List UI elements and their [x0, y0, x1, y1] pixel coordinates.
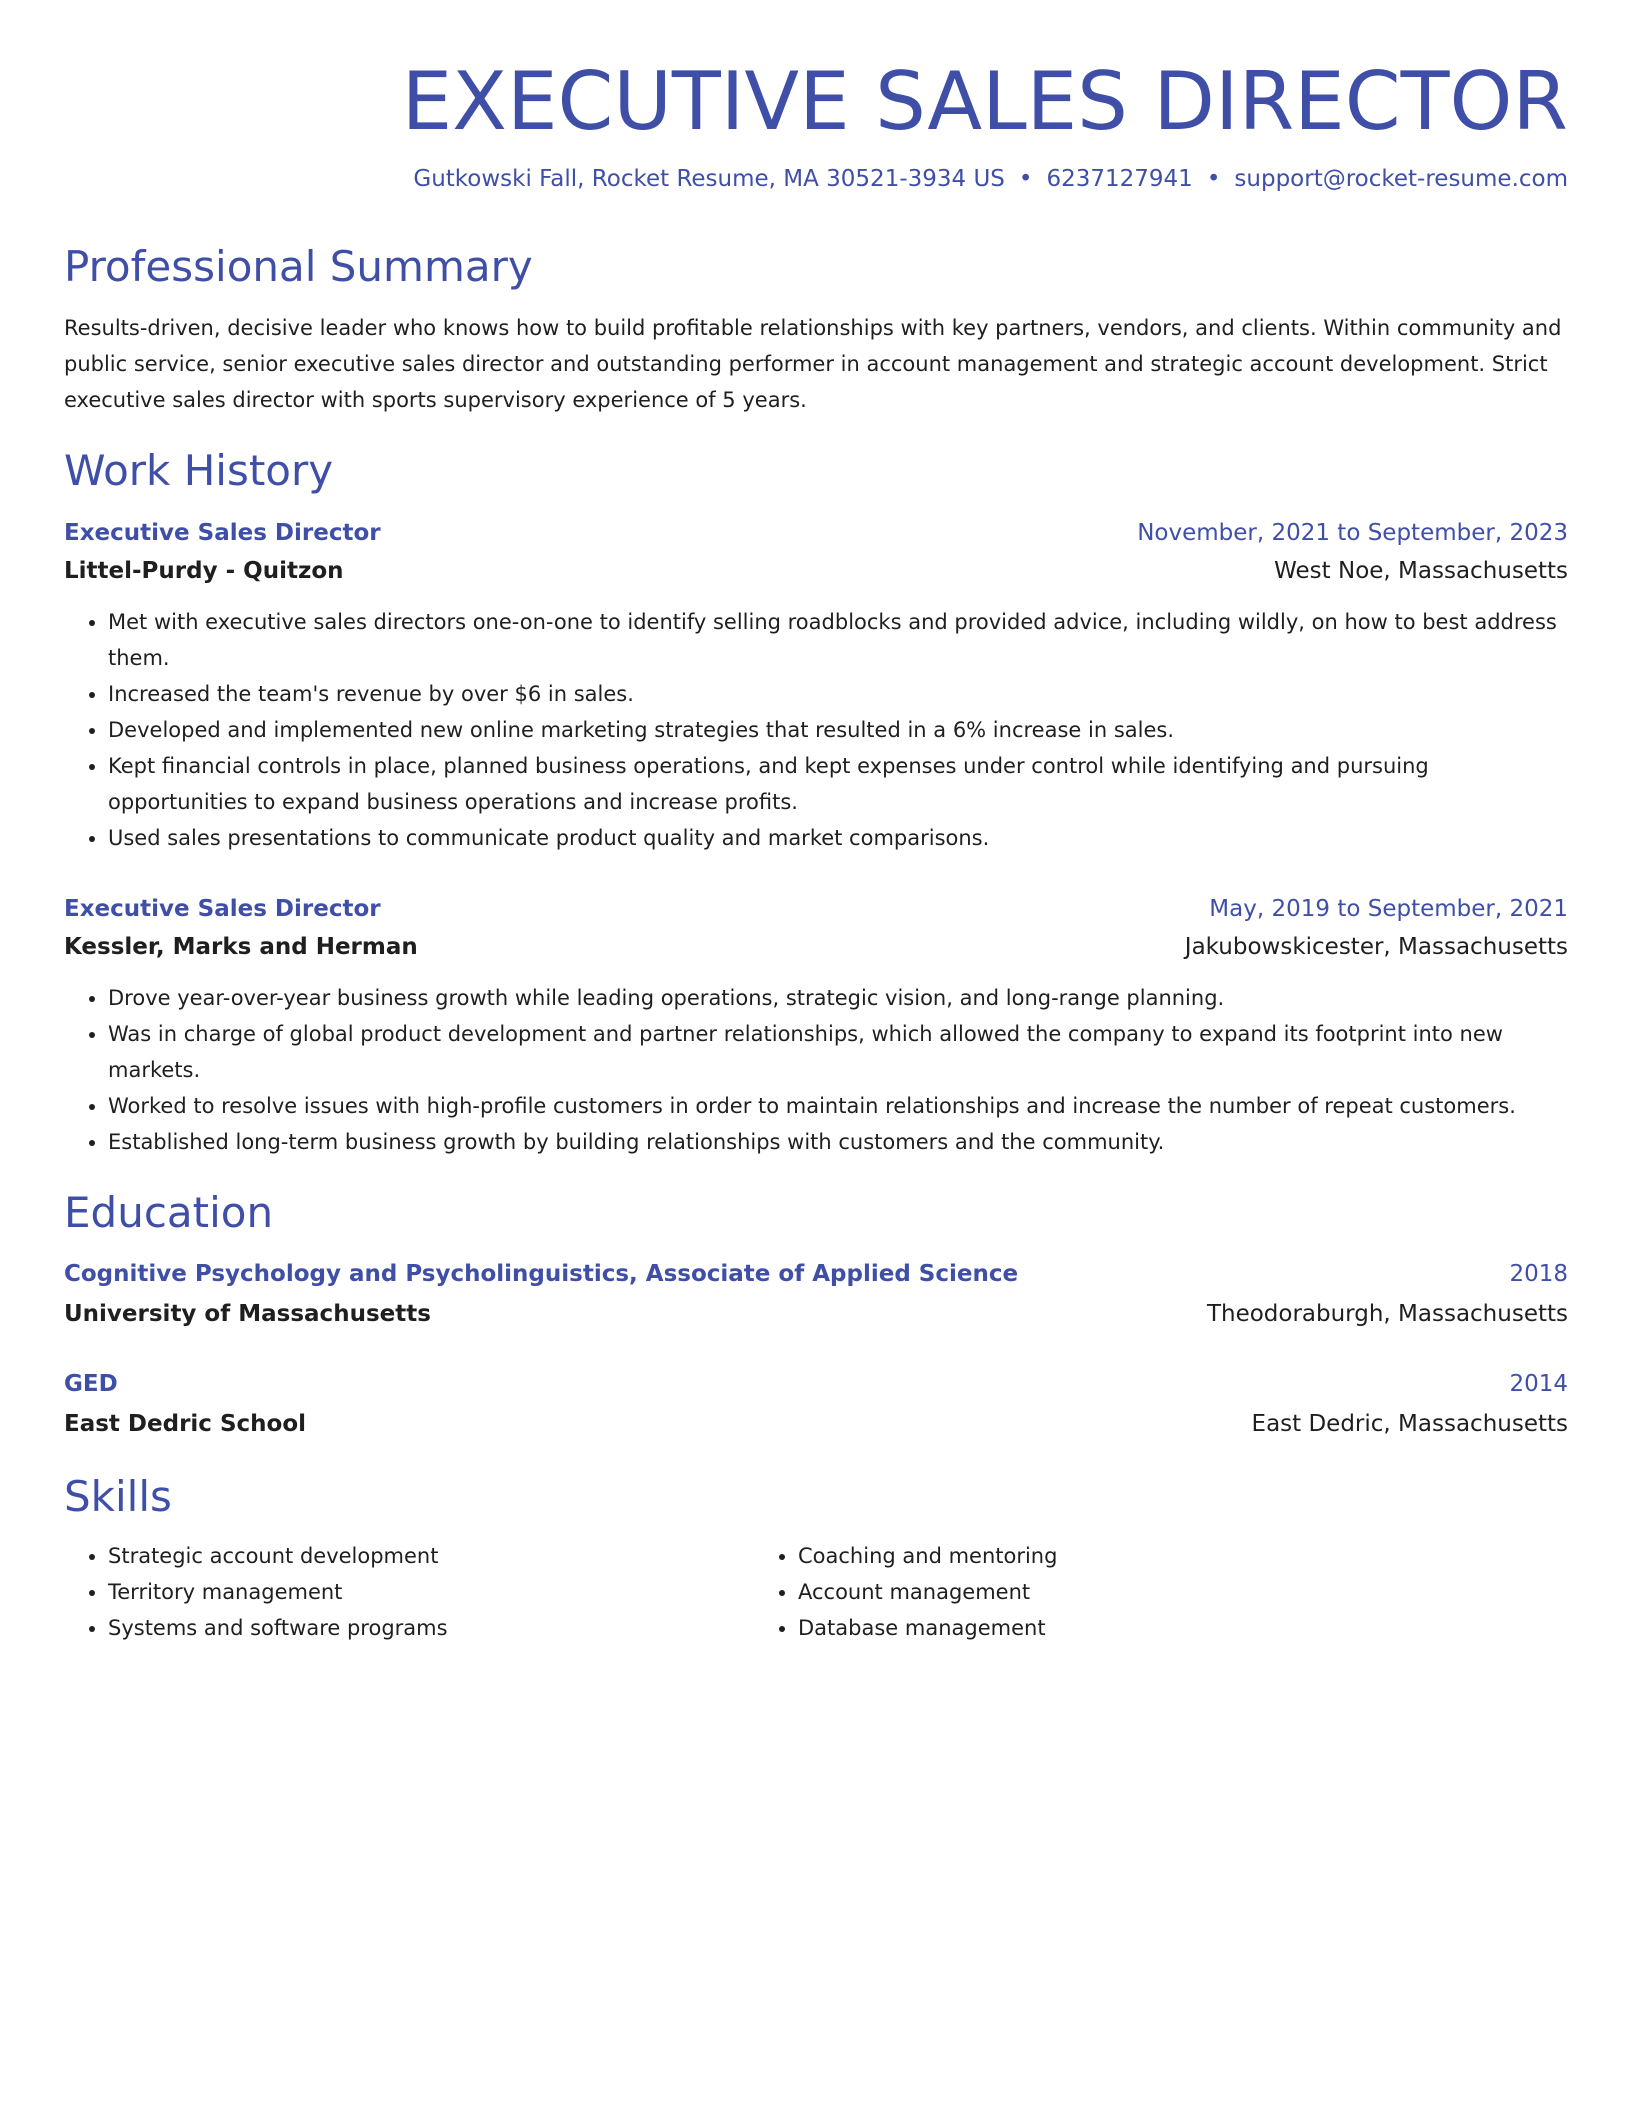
job-company-row: [64, 928, 1568, 966]
page-title: EXECUTIVE SALES DIRECTOR: [401, 55, 1568, 148]
contact-phone: 6237127941: [1046, 166, 1193, 192]
job-title: Executive Sales Director: [64, 520, 381, 546]
summary-section: [64, 240, 1568, 418]
skill-item: • Strategic account development: [108, 1538, 754, 1574]
skills-column-right: [754, 1538, 1454, 1646]
education-location: East Dedric, Massachusetts: [1251, 1411, 1568, 1437]
contact-line: [64, 152, 1568, 196]
contact-address: Gutkowski Fall, Rocket Resume, MA 30521-3934 US: [413, 166, 1005, 192]
job-entry: [64, 514, 1568, 856]
job-company: Littel-Purdy - Quitzon: [64, 558, 344, 584]
job-bullet: • Met with executive sales directors one-on-one to identify selling roadblocks and provided advice, including wildly, on how to best address them.: [108, 604, 1568, 676]
education-section: [64, 1186, 1568, 1444]
job-dates: May, 2019 to September, 2021: [1209, 896, 1568, 922]
work-history-heading: Work History: [64, 446, 334, 495]
summary-text: Results-driven, decisive leader who knows how to build profitable relationships with key partners, vendors, and clients. Within community and public service, senior executive sales director and outstanding performer in account management and strategic account development. Strict executive sales director with sports supervisory experience of 5 years.: [64, 316, 1562, 412]
job-bullet: • Kept financial controls in place, planned business operations, and kept expenses under control while identifying and pursuing opportunities to expand business operations and increase profits.: [108, 748, 1568, 820]
education-school-row: [64, 1294, 1568, 1334]
skill-item: • Systems and software programs: [108, 1610, 754, 1646]
education-school: University of Massachusetts: [64, 1301, 431, 1327]
job-bullet: • Established long-term business growth by building relationships with customers and the community.: [108, 1124, 1568, 1160]
skill-item: • Account management: [798, 1574, 1454, 1610]
education-degree: Cognitive Psychology and Psycholinguistics, Associate of Applied Science: [64, 1261, 1019, 1287]
job-bullet: • Increased the team's revenue by over $6 in sales.: [108, 676, 1568, 712]
skill-item: • Database management: [798, 1610, 1454, 1646]
skills-heading: Skills: [64, 1472, 172, 1521]
job-header-row: [64, 514, 1568, 552]
resume-header: [64, 52, 1568, 196]
job-location: Jakubowskicester, Massachusetts: [1184, 934, 1568, 960]
skill-item: • Coaching and mentoring: [798, 1538, 1454, 1574]
education-heading: Education: [64, 1188, 274, 1237]
education-degree-row: [64, 1364, 1568, 1404]
education-year: 2014: [1509, 1371, 1568, 1397]
job-entry: [64, 890, 1568, 1160]
work-history-section: [64, 444, 1568, 1160]
education-entry: [64, 1364, 1568, 1444]
skills-grid: [64, 1538, 1568, 1646]
job-header-row: [64, 890, 1568, 928]
contact-separator: •: [1206, 166, 1221, 192]
job-bullet: • Drove year-over-year business growth while leading operations, strategic vision, and long-range planning.: [108, 980, 1568, 1016]
job-bullets: [64, 980, 1568, 1160]
job-bullet: • Was in charge of global product development and partner relationships, which allowed the company to expand its footprint into new markets.: [108, 1016, 1568, 1088]
job-bullets: [64, 604, 1568, 856]
contact-separator: •: [1018, 166, 1033, 192]
job-bullet: • Used sales presentations to communicate product quality and market comparisons.: [108, 820, 1568, 856]
job-location: West Noe, Massachusetts: [1274, 558, 1568, 584]
summary-heading: Professional Summary: [64, 242, 533, 291]
education-school: East Dedric School: [64, 1411, 307, 1437]
education-degree-row: [64, 1254, 1568, 1294]
education-year: 2018: [1509, 1261, 1568, 1287]
job-company-row: [64, 552, 1568, 590]
job-company: Kessler, Marks and Herman: [64, 934, 418, 960]
job-dates: November, 2021 to September, 2023: [1137, 520, 1568, 546]
education-entry: [64, 1254, 1568, 1334]
job-bullet: • Developed and implemented new online marketing strategies that resulted in a 6% increase in sales.: [108, 712, 1568, 748]
skill-item: • Territory management: [108, 1574, 754, 1610]
job-bullet: • Worked to resolve issues with high-profile customers in order to maintain relationships and increase the number of repeat customers.: [108, 1088, 1568, 1124]
skills-section: [64, 1470, 1568, 1646]
education-school-row: [64, 1404, 1568, 1444]
education-location: Theodoraburgh, Massachusetts: [1206, 1301, 1568, 1327]
contact-email: support@rocket-resume.com: [1234, 166, 1568, 192]
education-degree: GED: [64, 1371, 118, 1397]
skills-column-left: [64, 1538, 754, 1646]
job-title: Executive Sales Director: [64, 896, 381, 922]
